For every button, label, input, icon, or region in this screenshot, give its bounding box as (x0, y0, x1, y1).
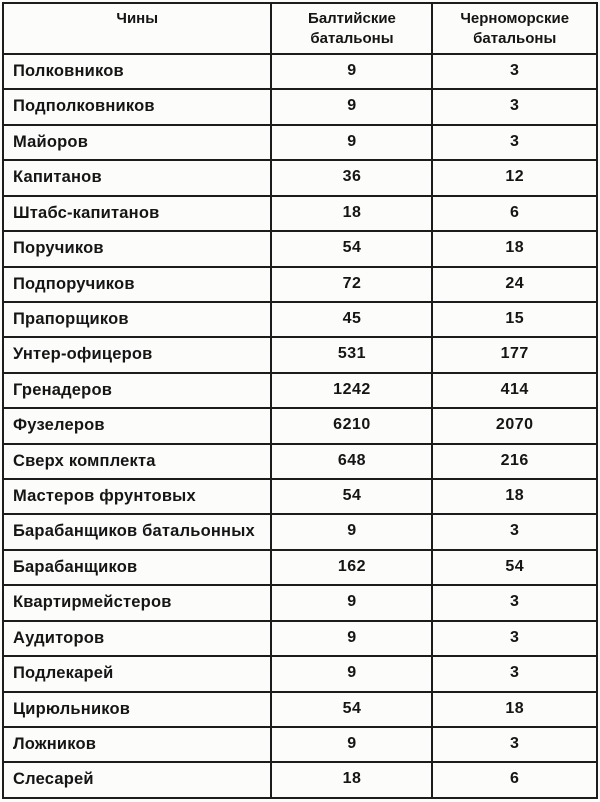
baltic-count-cell: 9 (271, 54, 432, 89)
baltic-count-cell: 648 (271, 444, 432, 479)
table-body (3, 54, 597, 798)
blacksea-count-cell: 54 (432, 550, 597, 585)
blacksea-count-cell: 18 (432, 231, 597, 266)
rank-cell: Барабанщиков батальонных (3, 514, 271, 549)
baltic-count-cell: 9 (271, 89, 432, 124)
blacksea-count-cell: 2070 (432, 408, 597, 443)
rank-cell: Цирюльников (3, 692, 271, 727)
blacksea-count-cell: 3 (432, 514, 597, 549)
blacksea-count-cell: 18 (432, 692, 597, 727)
table-row (3, 267, 597, 302)
table-row (3, 302, 597, 337)
rank-cell: Капитанов (3, 160, 271, 195)
rank-cell: Квартирмейстеров (3, 585, 271, 620)
blacksea-count-cell: 3 (432, 89, 597, 124)
blacksea-count-cell: 3 (432, 54, 597, 89)
baltic-count-cell: 36 (271, 160, 432, 195)
rank-cell: Подпоручиков (3, 267, 271, 302)
blacksea-count-cell: 3 (432, 656, 597, 691)
baltic-count-cell: 54 (271, 479, 432, 514)
rank-cell: Майоров (3, 125, 271, 160)
baltic-count-cell: 54 (271, 231, 432, 266)
baltic-count-cell: 9 (271, 621, 432, 656)
baltic-count-cell: 9 (271, 585, 432, 620)
header-baltic-battalions: Балтийские батальоны (271, 3, 432, 54)
table-row (3, 656, 597, 691)
blacksea-count-cell: 3 (432, 585, 597, 620)
rank-cell: Прапорщиков (3, 302, 271, 337)
rank-cell: Барабанщиков (3, 550, 271, 585)
table-row (3, 692, 597, 727)
baltic-count-cell: 18 (271, 762, 432, 798)
baltic-count-cell: 9 (271, 125, 432, 160)
rank-cell: Ложников (3, 727, 271, 762)
blacksea-count-cell: 177 (432, 337, 597, 372)
baltic-count-cell: 72 (271, 267, 432, 302)
table-row (3, 621, 597, 656)
blacksea-count-cell: 12 (432, 160, 597, 195)
baltic-count-cell: 6210 (271, 408, 432, 443)
table-header (3, 3, 597, 54)
rank-cell: Мастеров фрунтовых (3, 479, 271, 514)
rank-cell: Подполковников (3, 89, 271, 124)
header-rank: Чины (3, 3, 271, 54)
blacksea-count-cell: 3 (432, 621, 597, 656)
rank-cell: Сверх комплекта (3, 444, 271, 479)
table-row (3, 408, 597, 443)
table-row (3, 514, 597, 549)
table-row (3, 373, 597, 408)
table-row (3, 444, 597, 479)
baltic-count-cell: 1242 (271, 373, 432, 408)
ranks-table (2, 2, 598, 799)
blacksea-count-cell: 6 (432, 762, 597, 798)
table-row (3, 89, 597, 124)
baltic-count-cell: 18 (271, 196, 432, 231)
table-row (3, 727, 597, 762)
baltic-count-cell: 9 (271, 514, 432, 549)
baltic-count-cell: 54 (271, 692, 432, 727)
rank-cell: Гренадеров (3, 373, 271, 408)
rank-cell: Фузелеров (3, 408, 271, 443)
table-row (3, 125, 597, 160)
table-row (3, 479, 597, 514)
table-row (3, 337, 597, 372)
baltic-count-cell: 531 (271, 337, 432, 372)
table-row (3, 160, 597, 195)
rank-cell: Штабс-капитанов (3, 196, 271, 231)
table-row (3, 585, 597, 620)
header-blacksea-battalions: Черноморские батальоны (432, 3, 597, 54)
blacksea-count-cell: 15 (432, 302, 597, 337)
rank-cell: Унтер-офицеров (3, 337, 271, 372)
table-row (3, 550, 597, 585)
blacksea-count-cell: 216 (432, 444, 597, 479)
table-row (3, 762, 597, 798)
table-row (3, 54, 597, 89)
baltic-count-cell: 9 (271, 727, 432, 762)
blacksea-count-cell: 414 (432, 373, 597, 408)
blacksea-count-cell: 24 (432, 267, 597, 302)
blacksea-count-cell: 6 (432, 196, 597, 231)
header-row (3, 3, 597, 54)
blacksea-count-cell: 3 (432, 125, 597, 160)
table-row (3, 231, 597, 266)
baltic-count-cell: 9 (271, 656, 432, 691)
blacksea-count-cell: 18 (432, 479, 597, 514)
baltic-count-cell: 45 (271, 302, 432, 337)
rank-cell: Слесарей (3, 762, 271, 798)
rank-cell: Подлекарей (3, 656, 271, 691)
rank-cell: Полковников (3, 54, 271, 89)
blacksea-count-cell: 3 (432, 727, 597, 762)
table-row (3, 196, 597, 231)
rank-cell: Аудиторов (3, 621, 271, 656)
rank-cell: Поручиков (3, 231, 271, 266)
baltic-count-cell: 162 (271, 550, 432, 585)
